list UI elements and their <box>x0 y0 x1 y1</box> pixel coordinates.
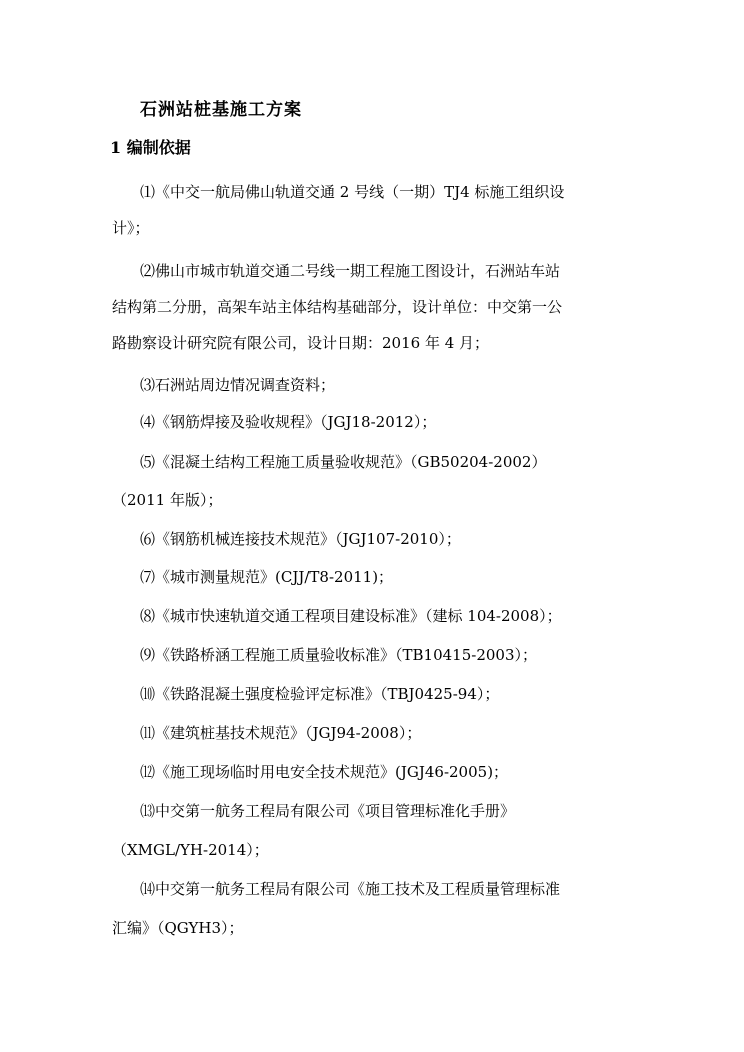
reference-item-13-line-1: ⒀中交第一航务工程局有限公司《项目管理标准化手册》 <box>140 802 516 820</box>
reference-item-5-line-2: （2011 年版）； <box>112 491 223 509</box>
reference-item-2-line-1: ⑵佛山市城市轨道交通二号线一期工程施工图设计，石洲站车站 <box>140 262 561 280</box>
reference-item-12: ⑿《施工现场临时用电安全技术规范》(JGJ46-2005)； <box>140 763 509 781</box>
reference-item-14-line-2: 汇编》（QGYH3）； <box>112 919 244 937</box>
reference-item-8: ⑻《城市快速轨道交通工程项目建设标准》（建标 104-2008）； <box>140 607 562 625</box>
document-title: 石洲站桩基施工方案 <box>140 100 302 120</box>
reference-item-2-line-3: 路勘察设计研究院有限公司，设计日期：2016 年 4 月； <box>112 334 490 352</box>
reference-item-7: ⑺《城市测量规范》(CJJ/T8-2011)； <box>140 568 394 586</box>
reference-item-10: ⑽《铁路混凝土强度检验评定标准》（TBJ0425-94）； <box>140 685 500 703</box>
reference-item-1-line-1: ⑴《中交一航局佛山轨道交通 2 号线（一期）TJ4 标施工组织设 <box>140 183 565 201</box>
reference-item-14-line-1: ⒁中交第一航务工程局有限公司《施工技术及工程质量管理标准 <box>140 880 561 898</box>
reference-item-5-line-1: ⑸《混凝土结构工程施工质量验收规范》（GB50204-2002） <box>140 453 547 471</box>
reference-item-9: ⑼《铁路桥涵工程施工质量验收标准》（TB10415-2003）； <box>140 646 537 664</box>
reference-item-4: ⑷《钢筋焊接及验收规程》（JGJ18-2012）； <box>140 413 437 431</box>
reference-item-13-line-2: （XMGL/YH-2014）； <box>112 841 269 859</box>
reference-item-1-line-2: 计》； <box>112 219 150 237</box>
reference-item-3: ⑶石洲站周边情况调查资料； <box>140 376 336 394</box>
reference-item-11: ⑾《建筑桩基技术规范》（JGJ94-2008）； <box>140 724 422 742</box>
section-heading: 1 编制依据 <box>110 138 191 157</box>
reference-item-6: ⑹《钢筋机械连接技术规范》（JGJ107-2010）； <box>140 530 461 548</box>
reference-item-2-line-2: 结构第二分册，高架车站主体结构基础部分，设计单位：中交第一公 <box>112 298 563 316</box>
